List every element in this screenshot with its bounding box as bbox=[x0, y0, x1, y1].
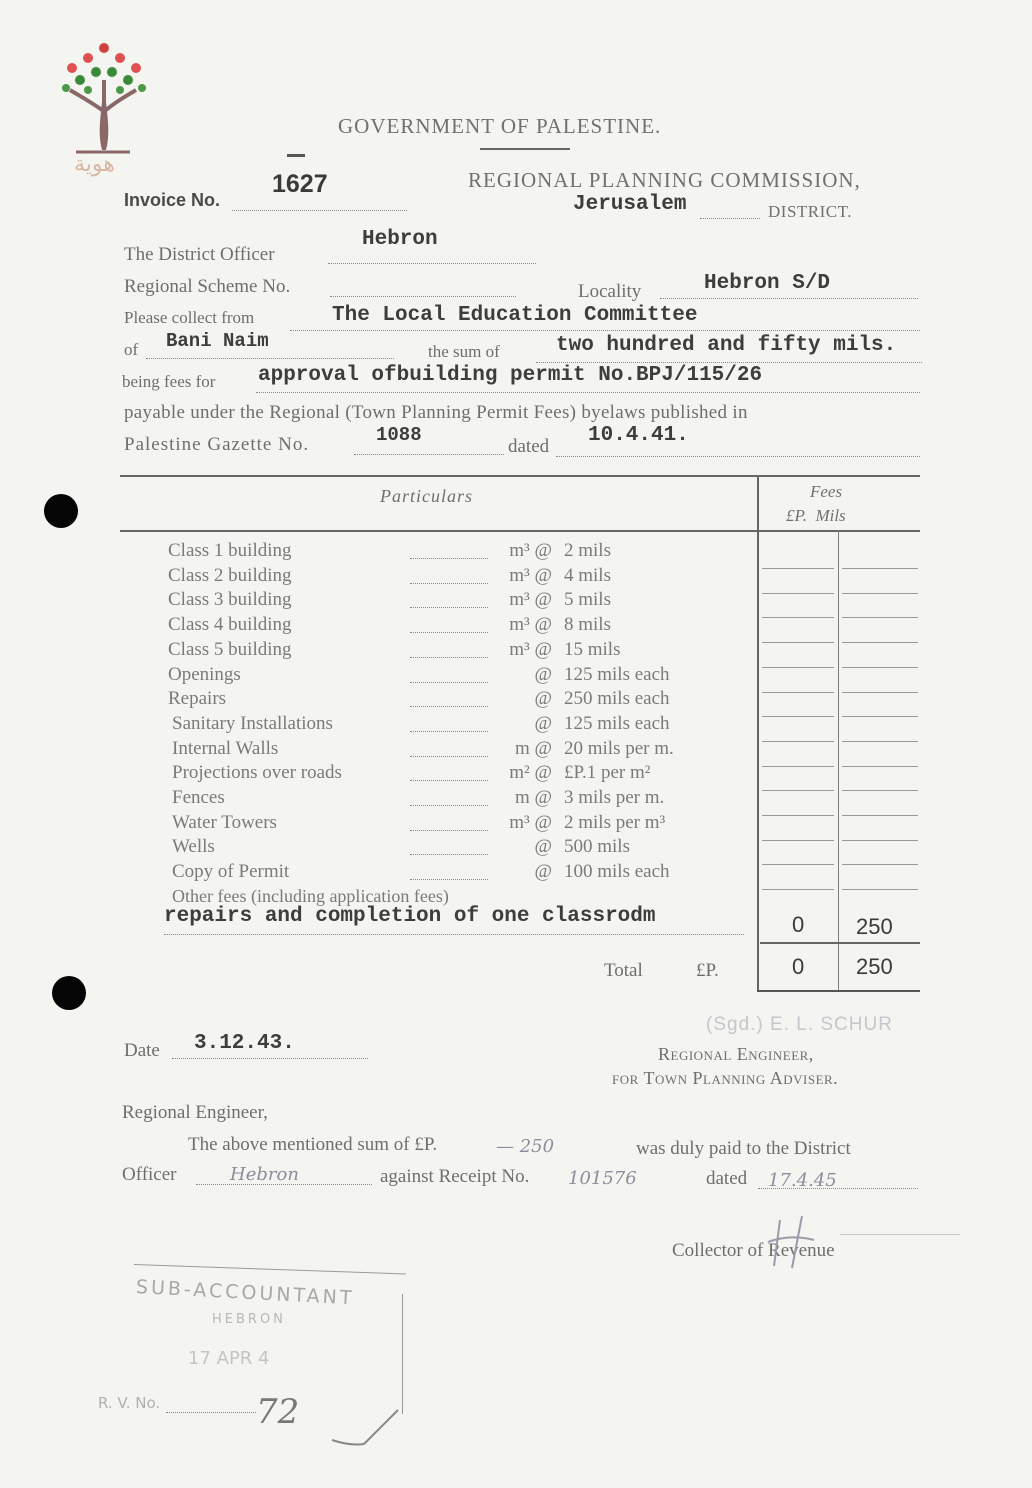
government-heading: GOVERNMENT OF PALESTINE. bbox=[338, 114, 662, 138]
district-label: DISTRICT. bbox=[768, 202, 852, 221]
header-rule bbox=[480, 148, 570, 150]
row-dots bbox=[410, 731, 488, 732]
row-rate: 8 mils bbox=[564, 614, 611, 635]
total-currency: £P. bbox=[696, 960, 719, 981]
row-rate: 125 mils each bbox=[564, 664, 670, 685]
row-unit: m³ @ bbox=[509, 589, 552, 610]
other-lp: 0 bbox=[792, 912, 805, 937]
collector-rule bbox=[840, 1234, 960, 1235]
district-officer-value: Hebron bbox=[362, 228, 438, 251]
stamp-line1: SUB-ACCOUNTANT bbox=[135, 1276, 355, 1310]
row-dots bbox=[410, 657, 488, 658]
addressee: Regional Engineer, bbox=[122, 1102, 268, 1123]
gazette-value: 1088 bbox=[376, 424, 422, 446]
total-mils: 250 bbox=[856, 954, 893, 979]
fees-for-label: being fees for bbox=[122, 372, 216, 391]
punch-hole-bottom bbox=[52, 976, 86, 1010]
rv-tick-mark bbox=[330, 1406, 410, 1455]
row-dots bbox=[410, 854, 488, 855]
fee-cell-line-lp bbox=[762, 864, 834, 865]
paid-text-2: was duly paid to the District bbox=[636, 1138, 851, 1159]
rv-dots bbox=[166, 1412, 256, 1413]
fee-cell-line-lp bbox=[762, 716, 834, 717]
row-label: Class 2 building bbox=[168, 565, 292, 586]
particulars-header: Particulars bbox=[380, 486, 474, 506]
collect-label: Please collect from bbox=[124, 308, 255, 327]
locality-value: Hebron S/D bbox=[704, 272, 831, 295]
row-unit: m @ bbox=[514, 738, 552, 759]
row-label: Projections over roads bbox=[172, 762, 342, 783]
sum-label: the sum of bbox=[428, 342, 500, 361]
fee-cell-line-lp bbox=[762, 667, 834, 668]
stamp-line2: HEBRON bbox=[212, 1312, 286, 1327]
collector-label: Collector of Revenue bbox=[672, 1240, 835, 1261]
row-rate: 2 mils per m³ bbox=[564, 812, 666, 833]
scheme-label: Regional Scheme No. bbox=[124, 276, 291, 297]
short-rule bbox=[287, 154, 305, 157]
fee-cell-line-lp bbox=[762, 741, 834, 742]
fee-cell-line-lp bbox=[762, 692, 834, 693]
row-dots bbox=[410, 879, 488, 880]
other-mils: 250 bbox=[856, 914, 893, 939]
row-rate: 100 mils each bbox=[564, 861, 670, 882]
row-unit: m³ @ bbox=[509, 565, 552, 586]
row-label: Wells bbox=[172, 836, 215, 857]
fee-cell-line-mils bbox=[842, 692, 918, 693]
row-label: Openings bbox=[168, 664, 241, 685]
fee-cell-line-mils bbox=[842, 864, 918, 865]
invoice-number: 1627 bbox=[272, 170, 328, 198]
row-rate: 15 mils bbox=[564, 639, 621, 660]
row-dots bbox=[410, 706, 488, 707]
fee-cell-line-lp bbox=[762, 815, 834, 816]
stamp-line3: 17 APR 4 bbox=[188, 1348, 270, 1369]
of-label: of bbox=[124, 340, 139, 359]
district-dots bbox=[700, 218, 760, 219]
fees-subheader: £P. Mils bbox=[786, 506, 846, 525]
other-fees-value: repairs and completion of one classrodm bbox=[164, 905, 656, 928]
total-lp: 0 bbox=[792, 954, 805, 979]
receipt-dated-label: dated bbox=[706, 1168, 748, 1189]
engineer-title: Regional Engineer, bbox=[658, 1044, 814, 1064]
row-dots bbox=[410, 756, 488, 757]
row-dots bbox=[410, 682, 488, 683]
row-dots bbox=[410, 780, 488, 781]
row-rate: 125 mils each bbox=[564, 713, 670, 734]
fee-cell-line-mils bbox=[842, 617, 918, 618]
officer-label: Officer bbox=[122, 1164, 177, 1185]
gazette-dots bbox=[354, 454, 504, 455]
table-fees-divider bbox=[838, 530, 839, 990]
row-rate: 250 mils each bbox=[564, 688, 670, 709]
row-rate: 5 mils bbox=[564, 589, 611, 610]
table-header-rule bbox=[120, 530, 920, 532]
district-officer-label: The District Officer bbox=[124, 244, 275, 265]
fee-cell-line-lp bbox=[762, 840, 834, 841]
fee-cell-line-mils bbox=[842, 741, 918, 742]
other-fees-label: Other fees (including application fees) bbox=[172, 886, 449, 906]
date-dots bbox=[172, 1058, 368, 1059]
receipt-value: 101576 bbox=[568, 1168, 637, 1189]
row-dots bbox=[410, 830, 488, 831]
fee-cell-line-lp bbox=[762, 766, 834, 767]
tree-of-people-logo bbox=[58, 40, 148, 155]
fee-cell-line-mils bbox=[842, 642, 918, 643]
row-unit: @ bbox=[534, 836, 552, 857]
payable-text: payable under the Regional (Town Planning Permit Fees) byelaws published in bbox=[124, 402, 748, 423]
fee-cell-line-mils bbox=[842, 568, 918, 569]
row-unit: m³ @ bbox=[509, 540, 552, 561]
row-dots bbox=[410, 583, 488, 584]
row-label: Fences bbox=[172, 787, 225, 808]
receipt-dated-value: 17.4.45 bbox=[768, 1170, 837, 1191]
invoice-dots bbox=[232, 210, 407, 211]
gazette-dated-value: 10.4.41. bbox=[588, 424, 689, 447]
row-label: Water Towers bbox=[172, 812, 277, 833]
collector-initial-mark bbox=[766, 1212, 816, 1277]
row-unit: m @ bbox=[514, 787, 552, 808]
paid-amount: — 250 bbox=[496, 1136, 555, 1157]
fee-cell-line-mils bbox=[842, 667, 918, 668]
sum-value: two hundred and fifty mils. bbox=[556, 334, 897, 357]
collect-dots bbox=[290, 330, 920, 331]
total-label: Total bbox=[604, 960, 643, 981]
logo-caption: هوية bbox=[74, 152, 115, 177]
row-label: Class 3 building bbox=[168, 589, 292, 610]
receipt-label: against Receipt No. bbox=[380, 1166, 530, 1187]
row-rate: 3 mils per m. bbox=[564, 787, 665, 808]
other-rule bbox=[760, 942, 920, 944]
paid-text-1: The above mentioned sum of £P. bbox=[188, 1134, 438, 1155]
of-dots bbox=[146, 358, 394, 359]
rv-value: 72 bbox=[256, 1392, 300, 1432]
row-label: Class 1 building bbox=[168, 540, 292, 561]
fee-cell-line-mils bbox=[842, 593, 918, 594]
fee-cell-line-lp bbox=[762, 593, 834, 594]
fee-cell-line-mils bbox=[842, 766, 918, 767]
district-officer-dots bbox=[328, 263, 536, 264]
punch-hole-top bbox=[44, 494, 78, 528]
gazette-label: Palestine Gazette No. bbox=[124, 434, 310, 455]
fee-cell-line-lp bbox=[762, 642, 834, 643]
row-unit: @ bbox=[534, 713, 552, 734]
row-dots bbox=[410, 607, 488, 608]
officer-value: Hebron bbox=[230, 1164, 299, 1185]
row-label: Repairs bbox=[168, 688, 227, 709]
of-value: Bani Naim bbox=[166, 330, 269, 352]
fee-cell-line-lp bbox=[762, 790, 834, 791]
fees-for-value: approval ofbuilding permit No.BPJ/115/26 bbox=[258, 364, 763, 387]
other-fees-dots bbox=[164, 934, 744, 935]
row-dots bbox=[410, 805, 488, 806]
stamp-top-rule bbox=[134, 1264, 406, 1274]
row-rate: 500 mils bbox=[564, 836, 630, 857]
fee-cell-line-mils bbox=[842, 790, 918, 791]
row-label: Class 4 building bbox=[168, 614, 292, 635]
fee-cell-line-mils bbox=[842, 815, 918, 816]
adviser-title: for Town Planning Adviser. bbox=[612, 1068, 839, 1088]
table-divider bbox=[757, 475, 759, 990]
row-unit: m³ @ bbox=[509, 614, 552, 635]
scheme-dots bbox=[330, 296, 516, 297]
row-rate: 20 mils per m. bbox=[564, 738, 674, 759]
fees-header: Fees bbox=[810, 482, 843, 501]
row-label: Class 5 building bbox=[168, 639, 292, 660]
row-unit: @ bbox=[534, 861, 552, 882]
fee-cell-line-mils bbox=[842, 840, 918, 841]
row-unit: m³ @ bbox=[509, 812, 552, 833]
fee-cell-line-mils bbox=[842, 889, 918, 890]
gazette-dated-dots bbox=[556, 456, 920, 457]
collect-value: The Local Education Committee bbox=[332, 304, 698, 327]
district-value: Jerusalem bbox=[573, 193, 687, 216]
fee-cell-line-lp bbox=[762, 568, 834, 569]
date-value: 3.12.43. bbox=[194, 1032, 295, 1055]
commission-heading: REGIONAL PLANNING COMMISSION, bbox=[468, 168, 861, 192]
row-unit: m² @ bbox=[509, 762, 552, 783]
row-unit: @ bbox=[534, 688, 552, 709]
row-unit: m³ @ bbox=[509, 639, 552, 660]
fee-cell-line-lp bbox=[762, 617, 834, 618]
gazette-dated-label: dated bbox=[508, 436, 550, 457]
row-rate: 4 mils bbox=[564, 565, 611, 586]
signature: (Sgd.) E. L. SCHUR bbox=[706, 1014, 893, 1035]
row-dots bbox=[410, 632, 488, 633]
row-rate: 2 mils bbox=[564, 540, 611, 561]
fee-cell-line-mils bbox=[842, 716, 918, 717]
locality-dots bbox=[660, 298, 918, 299]
locality-label: Locality bbox=[578, 281, 642, 302]
row-rate: £P.1 per m² bbox=[564, 762, 651, 783]
fee-cell-line-lp bbox=[762, 889, 834, 890]
row-dots bbox=[410, 558, 488, 559]
fees-for-dots bbox=[256, 392, 920, 393]
row-unit: @ bbox=[534, 664, 552, 685]
row-label: Internal Walls bbox=[172, 738, 279, 759]
row-label: Sanitary Installations bbox=[172, 713, 333, 734]
table-bottom-rule bbox=[757, 990, 920, 992]
invoice-label: Invoice No. bbox=[124, 190, 221, 210]
row-label: Copy of Permit bbox=[172, 861, 290, 882]
date-label: Date bbox=[124, 1040, 160, 1061]
stamp-right-rule bbox=[402, 1294, 403, 1414]
sum-dots bbox=[536, 362, 922, 363]
rv-label: R. V. No. bbox=[98, 1394, 161, 1412]
table-top-rule bbox=[120, 475, 920, 477]
